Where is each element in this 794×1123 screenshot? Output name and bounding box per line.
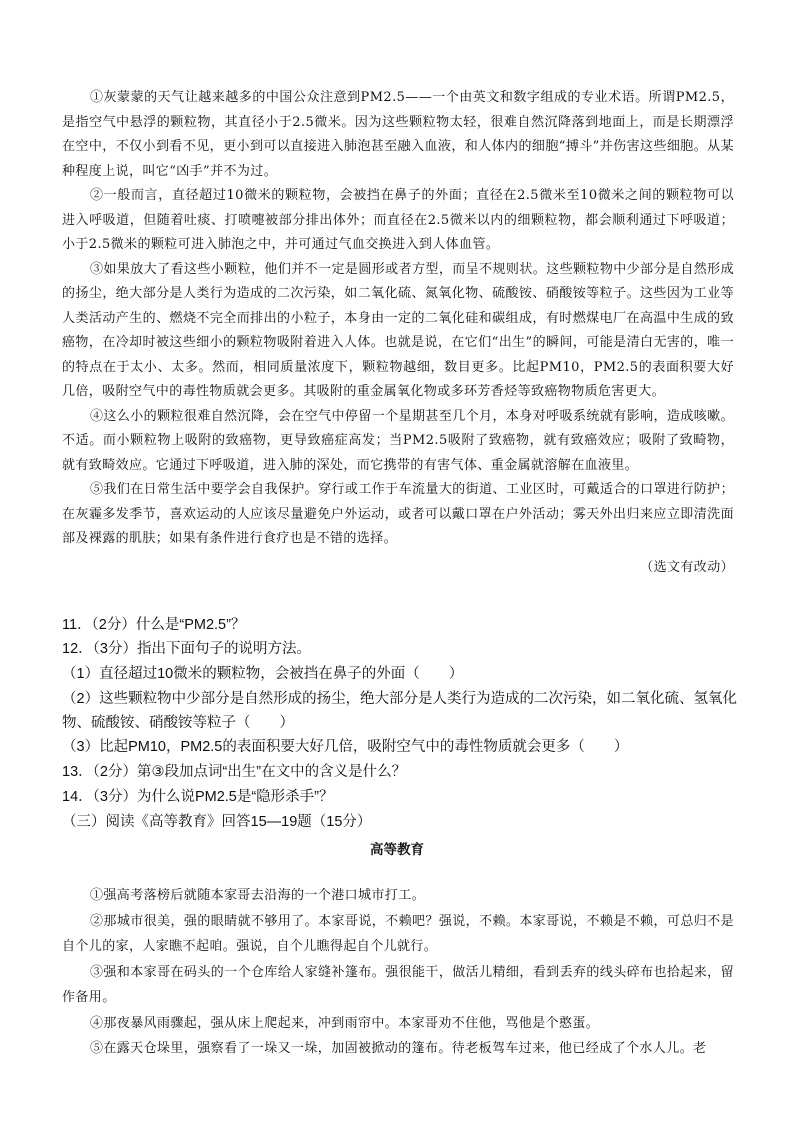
- question-12-item-1: （1）直径超过10微米的颗粒物，会被挡在鼻子的外面（ ）: [62, 666, 464, 682]
- passage-paragraph-1: ①灰蒙蒙的天气让越来越多的中国公众注意到PM2.5——一个由英文和数字组成的专业术语。所谓PM2.5，是指空气中悬浮的颗粒物，其直径小于2.5微米。因为这些颗粒物太轻，很难自然沉降落到地面上，而是长期漂浮在空中，不仅小到看不见，更小到可以直接进入肺泡甚至融入血液，和人体内的细胞“搏斗”并伤害这些细胞。从某种程度上说，叫它“凶手”并不为过。: [62, 90, 734, 179]
- story-passage: [62, 883, 734, 1062]
- source-note: （选文有改动）: [640, 559, 734, 575]
- question-12-item-2: （2）这些颗粒物中少部分是自然形成的扬尘，绝大部分是人类行为造成的二次污染，如二氧化硫、氢氧化物、硫酸铵、硝酸铵等粒子（ ）: [62, 691, 738, 731]
- story-title: 高等教育: [370, 842, 424, 858]
- question-11: 11．（2分）什么是“PM2.5”？: [62, 617, 246, 633]
- question-13: 13．（2分）第③段加点词“出生”在文中的含义是什么？: [62, 764, 407, 780]
- passage-paragraph-2: ②一般而言，直径超过10微米的颗粒物，会被挡在鼻子的外面；直径在2.5微米至10微米之间的颗粒物可以进入呼吸道，但随着吐痰、打喷嚏被部分排出体外；而直径在2.5微米以内的细颗粒物，都会顺利通过下呼吸道；小于2.5微米的颗粒可进入肺泡之中，并可通过气血交换进入到人体血管。: [62, 188, 734, 252]
- passage-paragraph-3: ③如果放大了看这些小颗粒，他们并不一定是圆形或者方型，而呈不规则状。这些颗粒物中少部分是自然形成的扬尘，绝大部分是人类行为造成的二次污染，如二氧化硫、氮氧化物、硫酸铵、硝酸铵等粒子。这些因为工业等人类活动产生的、燃烧不完全而排出的小粒子，本身由一定的二氧化硅和碳组成，有时燃煤电厂在高温中生成的致癌物，在冷却时被这些细小的颗粒物吸附着进入人体。也就是说，在它们“出生”的瞬间，可能是清白无害的，唯一的特点在于太小、太多。然而，相同质量浓度下，颗粒物越细，数目更多。比起PM10，PM2.5的表面积要大好几倍，吸附空气中的毒性物质就会更多。其吸附的重金属氧化物或多环芳香烃等致癌物物质危害更大。: [62, 261, 734, 399]
- story-paragraph-4: ④那夜暴风雨骤起，强从床上爬起来，冲到雨帘中。本家哥劝不住他，骂他是个憨蛋。: [90, 1015, 600, 1031]
- passage-paragraph-5: ⑤我们在日常生活中要学会自我保护。穿行或工作于车流量大的街道、工业区时，可戴适合的口罩进行防护；在灰霾多发季节，喜欢运动的人应该尽量避免户外运动，或者可以戴口罩在户外活动；雾天外出归来应立即清洗面部及裸露的肌肤；如果有条件进行食疗也是不错的选择。: [62, 482, 734, 546]
- story-paragraph-5: ⑤在露天仓垛里，强察看了一垛又一垛，加固被掀动的篷布。待老板驾车过来，他已经成了个水人儿。老: [90, 1041, 707, 1056]
- question-14: 14．（3分）为什么说PM2.5是“隐形杀手”？: [62, 789, 334, 805]
- pm25-passage: [62, 86, 734, 580]
- passage-paragraph-4: ④这么小的颗粒很难自然沉降，会在空气中停留一个星期甚至几个月，本身对呼吸系统就有影响，造成咳嗽。不适。而小颗粒物上吸附的致癌物，更导致癌症高发；当PM2.5吸附了致癌物，就有致癌效应；吸附了致畸物，就有致畸效应。它通过下呼吸道，进入肺的深处，而它携带的有害气体、重金属就溶解在血液里。: [62, 408, 734, 473]
- story-paragraph-1: ①强高考落榜后就随本家哥去沿海的一个港口城市打工。: [90, 888, 426, 903]
- section-3-heading: （三）阅读《高等教育》回答15—19题（15分）: [62, 814, 372, 830]
- question-12: 12．（3分）指出下面句子的说明方法。: [62, 641, 311, 657]
- question-12-item-3: （3）比起PM10，PM2.5的表面积要大好几倍，吸附空气中的毒性物质就会更多（ ）: [62, 739, 629, 755]
- story-paragraph-2: ②那城市很美，强的眼睛就不够用了。本家哥说，不赖吧？强说，不赖。本家哥说，不赖是不赖，可总归不是自个儿的家，人家瞧不起咱。强说，自个儿瞧得起自个儿就行。: [62, 913, 734, 954]
- story-paragraph-3: ③强和本家哥在码头的一个仓库给人家缝补篷布。强很能干，做活儿精细，看到丢弃的线头碎布也拾起来，留作备用。: [62, 964, 734, 1005]
